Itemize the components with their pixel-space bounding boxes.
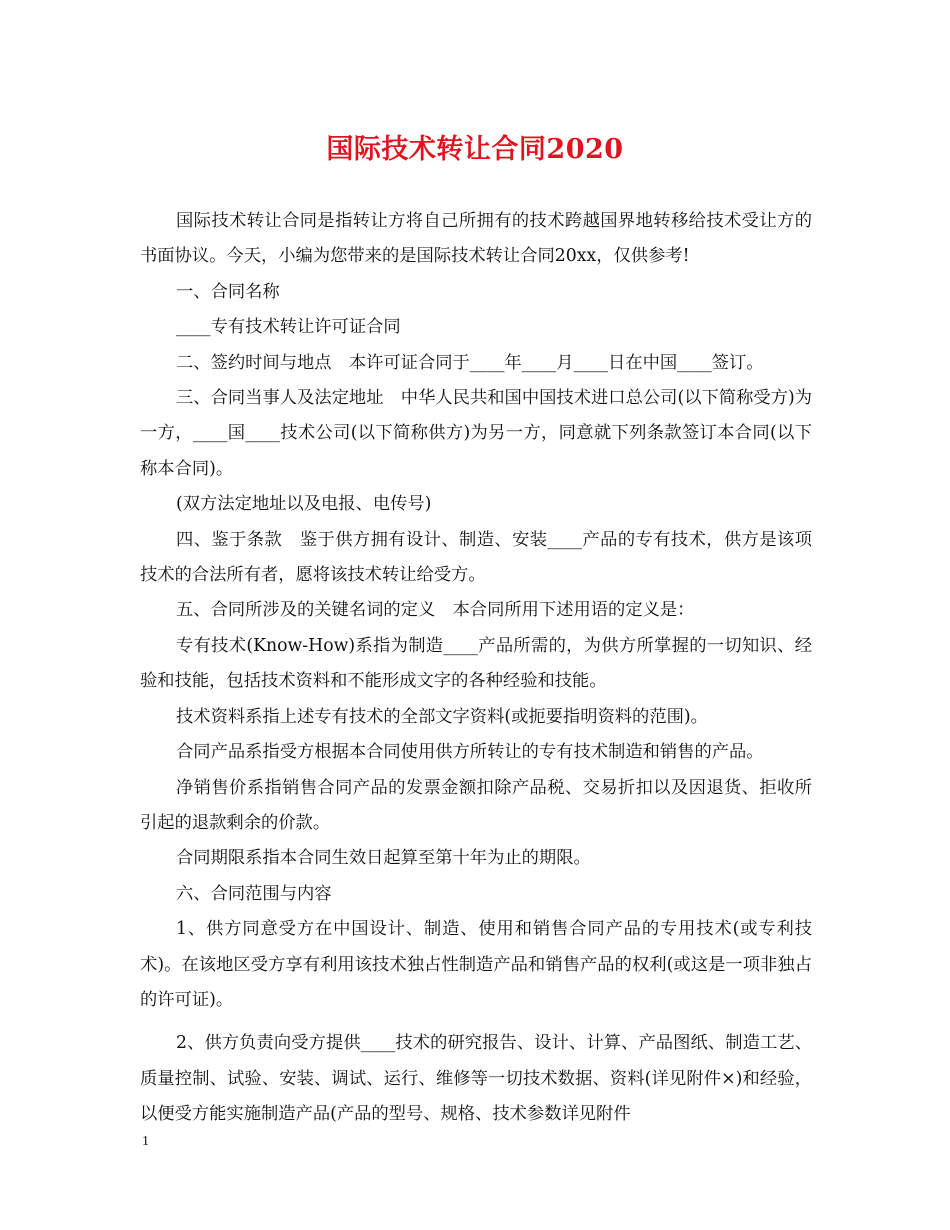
document-title: 国际技术转让合同2020 [326, 134, 624, 165]
paragraph-section-3: 三、合同当事人及法定地址 中华人民共和国中国技术进口总公司(以下简称受方)为一方，____国____技术公司(以下简称供方)为另一方，同意就下列条款签订本合同(以下称本合同)。 [140, 388, 812, 479]
paragraph-definition-know-how: 专有技术(Know-How)系指为制造____产品所需的，为供方所掌握的一切知识、经验和技能，包括技术资料和不能形成文字的各种经验和技能。 [140, 635, 812, 692]
paragraph-definition-product: 合同产品系指受方根据本合同使用供方所转让的专有技术制造和销售的产品。 [176, 742, 764, 763]
paragraph-definition-net-price: 净销售价系指销售合同产品的发票金额扣除产品税、交易折扣以及因退货、拒收所引起的退款剩余的价款。 [140, 777, 812, 833]
paragraph-section-4: 四、鉴于条款 鉴于供方拥有设计、制造、安装____产品的专有技术，供方是该项技术的合法所有者，愿将该技术转让给受方。 [140, 529, 812, 586]
paragraph-section-6-heading: 六、合同范围与内容 [176, 883, 332, 904]
paragraph-section-1-heading: 一、合同名称 [176, 281, 280, 302]
paragraph-contract-name: ____专有技术转让许可证合同 [176, 317, 401, 338]
page-number: 1 [142, 1134, 149, 1149]
paragraph-intro: 国际技术转让合同是指转让方将自己所拥有的技术跨越国界地转移给技术受让方的书面协议。今天，小编为您带来的是国际技术转让合同20xx，仅供参考! [140, 211, 812, 267]
paragraph-section-2: 二、签约时间与地点 本许可证合同于____年____月____日在中国____签订。 [176, 352, 764, 373]
paragraph-clause-6-1: 1、供方同意受方在中国设计、制造、使用和销售合同产品的专用技术(或专利技术)。在该地区受方享有利用该技术独占性制造产品和销售产品的权利(或这是一项非独占的许可证)。 [140, 919, 812, 1010]
paragraph-addresses-note: (双方法定地址以及电报、电传号) [176, 494, 432, 515]
paragraph-definition-term: 合同期限系指本合同生效日起算至第十年为止的期限。 [176, 848, 591, 869]
document-body [140, 204, 812, 1133]
paragraph-clause-6-2: 2、供方负责向受方提供____技术的研究报告、设计、计算、产品图纸、制造工艺、质量控制、试验、安装、调试、运行、维修等一切技术数据、资料(详见附件×)和经验，以便受方能实施制造产品(产品的型号、规格、技术参数详见附件 [140, 1033, 812, 1125]
paragraph-definition-tech-data: 技术资料系指上述专有技术的全部文字资料(或扼要指明资料的范围)。 [176, 706, 708, 727]
paragraph-section-5: 五、合同所涉及的关键名词的定义 本合同所用下述用语的定义是： [176, 600, 695, 621]
